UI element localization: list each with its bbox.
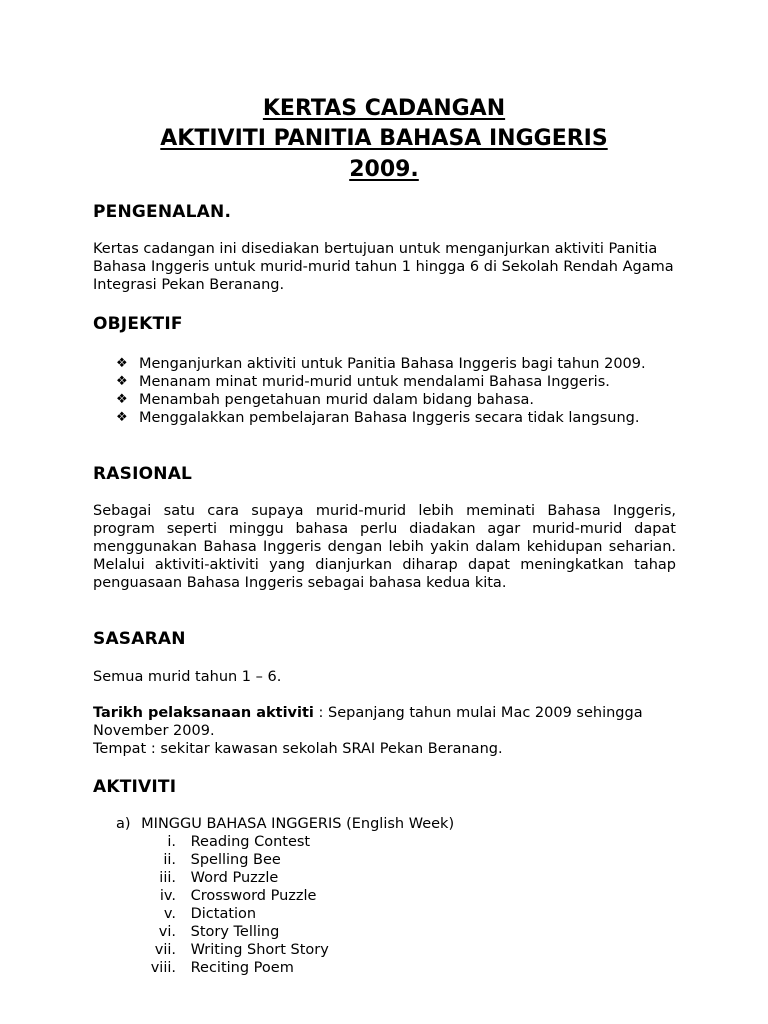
sasaran-body: Semua murid tahun 1 – 6.: [93, 669, 282, 685]
aktiviti-item-a-marker: a): [116, 816, 131, 832]
aktiviti-sub-item: [140, 923, 329, 941]
diamond-bullet-icon: ❖: [116, 356, 128, 371]
sub-item-text: Spelling Bee: [190, 852, 281, 868]
aktiviti-sub-item: [140, 941, 329, 959]
objektif-list: [93, 355, 676, 427]
diamond-bullet-icon: ❖: [116, 374, 128, 389]
sub-item-number: iv.: [159, 888, 176, 904]
objektif-item: [93, 355, 676, 373]
diamond-bullet-icon: ❖: [116, 392, 128, 407]
objektif-item: [93, 373, 676, 391]
sub-item-text: Story Telling: [190, 924, 280, 940]
sub-item-text: Reciting Poem: [190, 960, 294, 976]
aktiviti-sub-item: [140, 851, 329, 869]
heading-sasaran: SASARAN: [93, 629, 186, 649]
objektif-item-text: Menambah pengetahuan murid dalam bidang bahasa.: [139, 392, 534, 408]
objektif-item: [93, 391, 676, 409]
objektif-item-text: Menanam minat murid-murid untuk mendalami Bahasa Inggeris.: [139, 374, 610, 390]
aktiviti-sub-item: [140, 959, 329, 977]
aktiviti-item-a-label: MINGGU BAHASA INGGERIS (English Week): [141, 816, 455, 832]
sub-item-number: ii.: [163, 852, 176, 868]
sub-item-number: viii.: [150, 960, 176, 976]
title-line-3: 2009.: [349, 157, 419, 182]
objektif-item-text: Menggalakkan pembelajaran Bahasa Inggeris secara tidak langsung.: [139, 410, 640, 426]
aktiviti-sub-item: [140, 905, 329, 923]
heading-pengenalan: PENGENALAN.: [93, 202, 232, 222]
sub-item-text: Dictation: [190, 906, 257, 922]
diamond-bullet-icon: ❖: [116, 410, 128, 425]
sub-item-text: Writing Short Story: [190, 942, 329, 958]
tarikh-label: Tarikh pelaksanaan aktiviti: [93, 705, 314, 721]
aktiviti-sub-item: [140, 869, 329, 887]
aktiviti-item-a: [116, 815, 454, 833]
rasional-body: Sebagai satu cara supaya murid-murid lebih meminati Bahasa Inggeris, program seperti minggu bahasa perlu diadakan agar murid-murid dapat menggunakan Bahasa Inggeris dengan lebih yakin dalam kehidupan seharian. Melalui aktiviti-aktiviti yang dianjurkan diharap dapat meningkatkan tahap penguasaan Bahasa Inggeris sebagai bahasa kedua kita.: [93, 503, 676, 591]
tarikh-pelaksanaan: [93, 704, 676, 740]
sub-item-number: i.: [167, 834, 176, 850]
sub-item-text: Reading Contest: [190, 834, 311, 850]
aktiviti-sub-item: [140, 833, 329, 851]
objektif-item: [93, 409, 676, 427]
sub-item-number: iii.: [159, 870, 176, 886]
title-line-2: AKTIVITI PANITIA BAHASA INGGERIS: [160, 126, 608, 151]
heading-rasional: RASIONAL: [93, 464, 193, 484]
sub-item-number: vi.: [158, 924, 176, 940]
title-line-1: KERTAS CADANGAN: [262, 96, 506, 121]
tempat: Tempat : sekitar kawasan sekolah SRAI Pekan Beranang.: [93, 741, 503, 757]
tarikh-value: : Sepanjang tahun mulai Mac 2009 sehingga November 2009.: [93, 705, 643, 739]
heading-aktiviti: AKTIVITI: [93, 777, 177, 797]
sub-item-number: v.: [163, 906, 176, 922]
heading-objektif: OBJEKTIF: [93, 314, 183, 334]
aktiviti-sub-item: [140, 887, 329, 905]
pengenalan-body: Kertas cadangan ini disediakan bertujuan untuk menganjurkan aktiviti Panitia Bahasa Inggeris untuk murid-murid tahun 1 hingga 6 di Sekolah Rendah Agama Integrasi Pekan Beranang.: [93, 241, 674, 293]
sub-item-text: Crossword Puzzle: [190, 888, 317, 904]
sub-item-text: Word Puzzle: [190, 870, 279, 886]
aktiviti-sub-list: [140, 833, 329, 977]
objektif-item-text: Menganjurkan aktiviti untuk Panitia Bahasa Inggeris bagi tahun 2009.: [139, 356, 646, 372]
sub-item-number: vii.: [154, 942, 176, 958]
